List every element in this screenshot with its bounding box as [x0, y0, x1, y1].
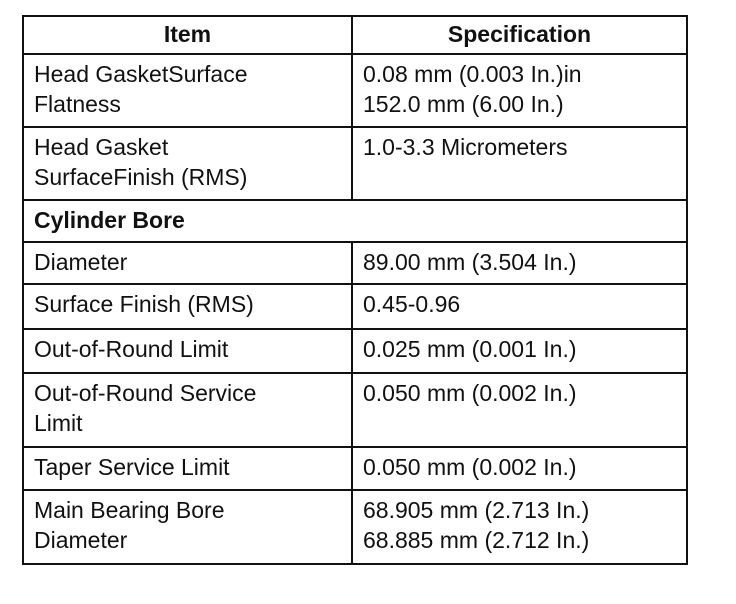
- table-row: [23, 242, 687, 284]
- item-cell: [23, 329, 352, 373]
- spec-text: 1.0-3.3 Micrometers: [363, 134, 568, 160]
- item-text: SurfaceFinish (RMS): [34, 164, 248, 190]
- item-text: Diameter: [34, 527, 128, 553]
- spec-text: 0.45-0.96: [363, 291, 461, 317]
- table-row: [23, 54, 687, 127]
- spec-text: 152.0 mm (6.00 In.): [363, 91, 564, 117]
- item-cell: [23, 447, 352, 490]
- item-text: Out-of-Round Service: [34, 380, 257, 406]
- spec-cell: [352, 54, 687, 127]
- item-text: Taper Service Limit: [34, 454, 230, 480]
- header-specification: Specification: [352, 16, 687, 54]
- table-row: [23, 447, 687, 490]
- item-text: Diameter: [34, 249, 128, 275]
- spec-text: 0.050 mm (0.002 In.): [363, 380, 577, 406]
- table-row: [23, 490, 687, 564]
- table-row: [23, 127, 687, 200]
- spec-table: [22, 15, 688, 565]
- spec-text: 68.885 mm (2.712 In.): [363, 527, 590, 553]
- section-row: [23, 200, 687, 242]
- item-cell: [23, 490, 352, 564]
- spec-cell: [352, 329, 687, 373]
- table-row: [23, 329, 687, 373]
- item-cell: [23, 54, 352, 127]
- item-text: Head Gasket: [34, 134, 169, 160]
- header-row: [23, 16, 687, 54]
- spec-text: 89.00 mm (3.504 In.): [363, 249, 577, 275]
- item-cell: [23, 127, 352, 200]
- item-cell: [23, 373, 352, 447]
- spec-text: 0.025 mm (0.001 In.): [363, 336, 577, 362]
- spec-text: 0.050 mm (0.002 In.): [363, 454, 577, 480]
- item-text: Out-of-Round Limit: [34, 336, 229, 362]
- item-text: Head GasketSurface: [34, 61, 248, 87]
- spec-cell: [352, 373, 687, 447]
- section-heading: Cylinder Bore: [23, 200, 687, 242]
- table-row: [23, 284, 687, 329]
- header-item: Item: [23, 16, 352, 54]
- item-cell: [23, 242, 352, 284]
- item-text: Main Bearing Bore: [34, 497, 225, 523]
- spec-cell: [352, 447, 687, 490]
- spec-cell: [352, 242, 687, 284]
- spec-cell: [352, 490, 687, 564]
- item-text: Surface Finish (RMS): [34, 291, 254, 317]
- spec-text: 68.905 mm (2.713 In.): [363, 497, 590, 523]
- spec-cell: [352, 284, 687, 329]
- item-text: Flatness: [34, 91, 121, 117]
- item-text: Limit: [34, 410, 83, 436]
- spec-text: 0.08 mm (0.003 In.)in: [363, 61, 582, 87]
- item-cell: [23, 284, 352, 329]
- spec-cell: [352, 127, 687, 200]
- table-row: [23, 373, 687, 447]
